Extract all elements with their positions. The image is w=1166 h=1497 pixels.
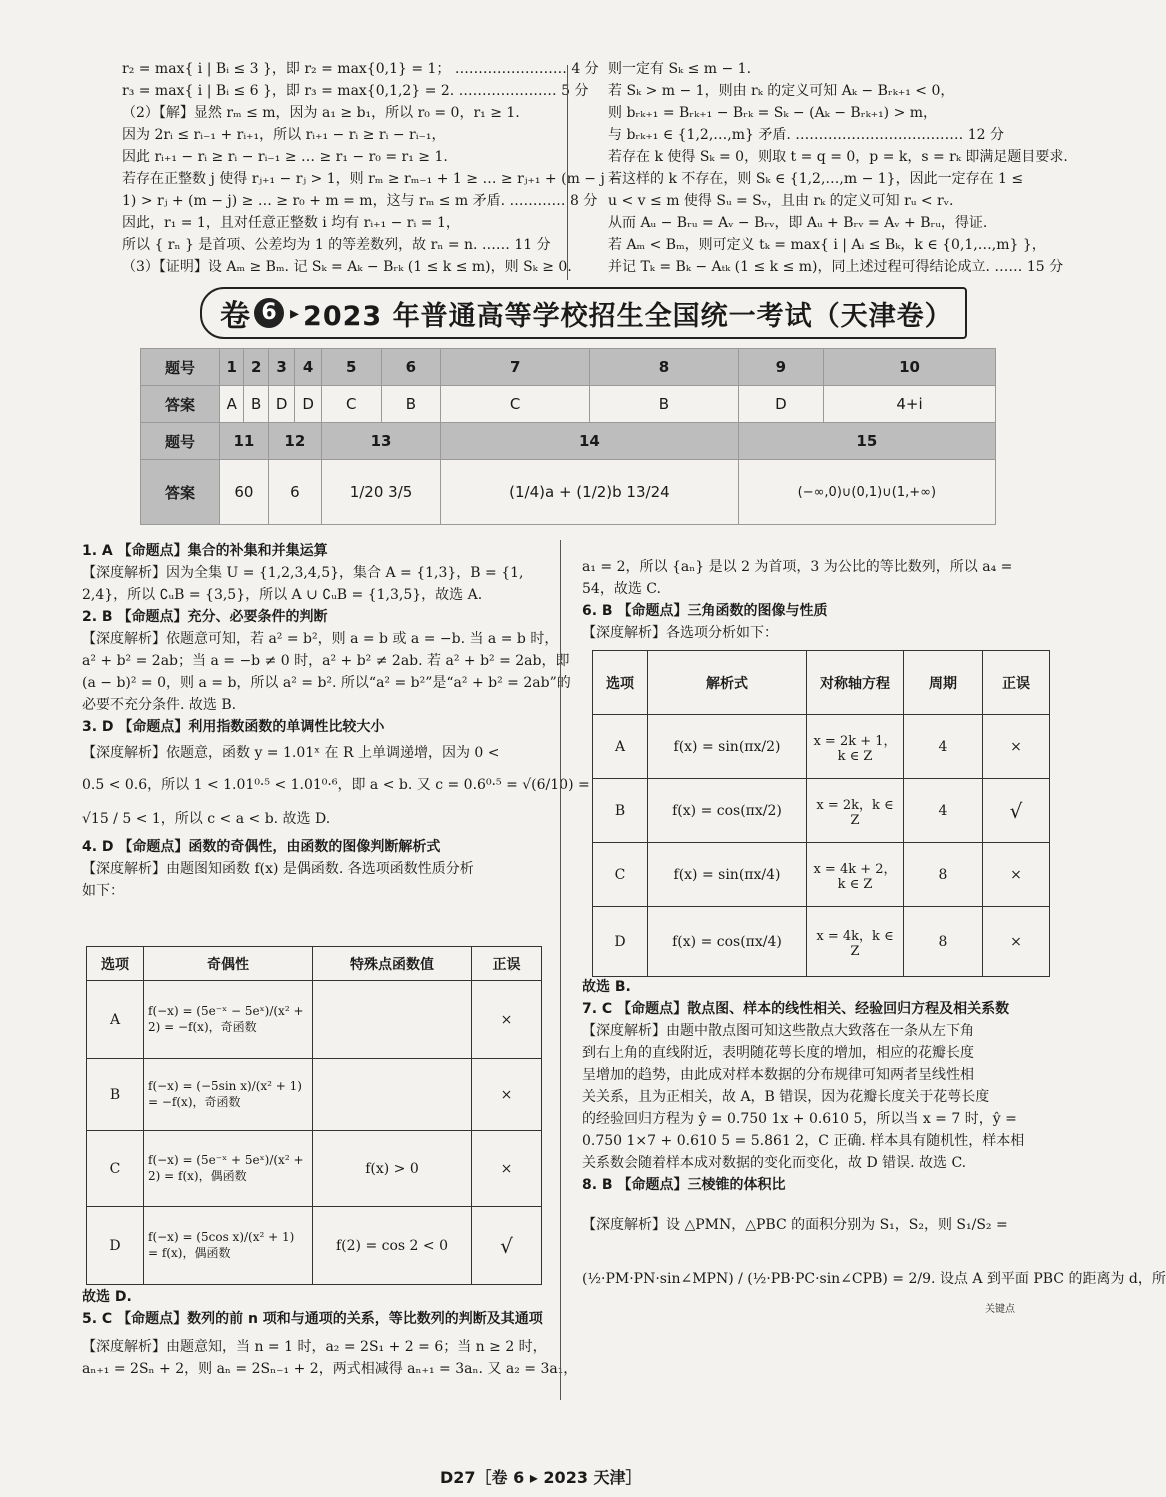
- table-cell: x = 2k + 1，k ∈ Z: [807, 715, 904, 779]
- table-cell: A: [87, 981, 144, 1059]
- text-line: 0.750 1×7 + 0.610 5 = 5.861 2，C 正确. 样本具有随机性，样本相: [582, 1133, 1025, 1149]
- table-cell: √: [472, 1207, 542, 1285]
- text-line: 【深度解析】设 △PMN，△PBC 的面积分别为 S₁，S₂，则 S₁/S₂ =: [582, 1217, 1008, 1233]
- question-cell: 11: [220, 423, 269, 460]
- header-cell: 答案: [141, 386, 220, 423]
- table-row: [593, 907, 1050, 977]
- question-cell: 3: [268, 349, 294, 386]
- question-cell: 7: [441, 349, 590, 386]
- text-line: 【深度解析】由题图知函数 f(x) 是偶函数. 各选项函数性质分析: [82, 861, 474, 877]
- text-line: 的经验回归方程为 ŷ = 0.750 1x + 0.610 5，所以当 x = 7 时，ŷ =: [582, 1111, 1017, 1127]
- text-line: 所以 { rₙ } 是首项、公差均为 1 的等差数列，故 rₙ = n. …… 11 分: [122, 237, 551, 253]
- section-header: [200, 287, 967, 339]
- q4-title: 4. D 【命题点】函数的奇偶性，由函数的图像判断解析式: [82, 839, 441, 855]
- q2-title: 2. B 【命题点】充分、必要条件的判断: [82, 609, 328, 625]
- table-cell: C: [593, 843, 648, 907]
- q6-title: 6. B 【命题点】三角函数的图像与性质: [582, 603, 828, 619]
- question-cell: 15: [738, 423, 995, 460]
- paper-number: 6: [254, 298, 284, 328]
- table-cell: f(−x) = (−5sin x)/(x² + 1) = −f(x)，奇函数: [144, 1059, 313, 1131]
- question-cell: 6: [381, 349, 441, 386]
- left-solutions-lower: [82, 1286, 578, 1380]
- text-line: 必要不充分条件. 故选 B.: [82, 697, 237, 713]
- q4-table: [86, 946, 542, 1285]
- text-line: 与 bᵣₖ₊₁ ∈ {1,2,…,m} 矛盾. ……………………………… 12 分: [608, 127, 1004, 143]
- text-line: 呈增加的趋势，由此成对样本数据的分布规律可知两者呈线性相: [582, 1067, 974, 1083]
- q5-title: 5. C 【命题点】数列的前 n 项和与通项的关系，等比数列的判断及其通项: [82, 1311, 543, 1327]
- text-line: 因此 rᵢ₊₁ − rᵢ ≥ rᵢ − rᵢ₋₁ ≥ … ≥ r₁ − r₀ = r₁ ≥ 1.: [122, 149, 448, 165]
- question-cell: 9: [738, 349, 823, 386]
- text-line: 并记 Tₖ = Bₖ − Aₜₖ (1 ≤ k ≤ m)，同上述过程可得结论成立. …… 15 分: [608, 259, 1064, 275]
- table-cell: 4: [904, 715, 983, 779]
- table-header: 选项: [593, 651, 648, 715]
- answer-cell: C: [441, 386, 590, 423]
- table-cell: [313, 1059, 472, 1131]
- table-header: 正误: [472, 947, 542, 981]
- table-cell: √: [983, 779, 1050, 843]
- question-cell: 1: [220, 349, 244, 386]
- table-cell: x = 2k，k ∈ Z: [807, 779, 904, 843]
- table-row: [593, 843, 1050, 907]
- table-row: [87, 1207, 542, 1285]
- table-cell: f(−x) = (5cos x)/(x² + 1) = f(x)，偶函数: [144, 1207, 313, 1285]
- table-cell: C: [87, 1131, 144, 1207]
- table-header: 正误: [983, 651, 1050, 715]
- question-cell: 10: [824, 349, 996, 386]
- table-cell: [313, 981, 472, 1059]
- text-line: 2,4}，所以 ∁ᵤB = {3,5}，所以 A ∪ ∁ᵤB = {1,3,5}，故选 A.: [82, 587, 483, 603]
- answer-row: [141, 386, 996, 423]
- text-line: u < v ≤ m 使得 Sᵤ = Sᵥ，且由 rₖ 的定义可知 rᵤ < rᵥ.: [608, 193, 954, 209]
- q3-title: 3. D 【命题点】利用指数函数的单调性比较大小: [82, 719, 385, 735]
- top-left-column: [122, 58, 621, 278]
- answer-cell: (1/4)a + (1/2)b 13/24: [441, 460, 738, 525]
- text-line: 若这样的 k 不存在，则 Sₖ ∈ {1,2,…,m − 1}，因此一定存在 1 ≤: [608, 171, 1024, 187]
- arrow-icon: ▸: [290, 302, 300, 324]
- text-line: 54，故选 C.: [582, 581, 661, 597]
- text-line: 1) > rⱼ + (m − j) ≥ … ≥ r₀ + m = m，这与 rₘ ≤ m 矛盾. ………… 8 分: [122, 193, 598, 209]
- table-header: 特殊点函数值: [313, 947, 472, 981]
- text-line: a₁ = 2，所以 {aₙ} 是以 2 为首项，3 为公比的等比数列，所以 a₄ =: [582, 559, 1013, 575]
- answer-row: [141, 460, 996, 525]
- table-cell: f(2) = cos 2 < 0: [313, 1207, 472, 1285]
- answer-cell: 60: [220, 460, 269, 525]
- text-line: aₙ₊₁ = 2Sₙ + 2，则 aₙ = 2Sₙ₋₁ + 2，两式相减得 aₙ₊₁ = 3aₙ. 又 a₂ = 3a₁，: [82, 1361, 578, 1377]
- text-line: 【深度解析】因为全集 U = {1,2,3,4,5}，集合 A = {1,3}，B = {1,: [82, 565, 524, 581]
- column-divider: [567, 65, 568, 280]
- text-line: 从而 Aᵤ − Bᵣᵤ = Aᵥ − Bᵣᵥ，即 Aᵤ + Bᵣᵥ = Aᵥ + Bᵣᵤ，得证.: [608, 215, 988, 231]
- question-row: [141, 423, 996, 460]
- answer-table: [140, 348, 996, 525]
- text-line: 【深度解析】由题意知，当 n = 1 时，a₂ = 2S₁ + 2 = 6；当 n ≥ 2 时，: [82, 1339, 547, 1355]
- question-cell: 14: [441, 423, 738, 460]
- text-line: r₃ = max{ i | Bᵢ ≤ 6 }，即 r₃ = max{0,1,2} = 2. ………………… 5 分: [122, 83, 589, 99]
- text-line: （2）【解】显然 rₘ ≤ m，因为 a₁ ≥ b₁，所以 r₀ = 0，r₁ ≥ 1.: [122, 105, 520, 121]
- text-line: 因为 2rᵢ ≤ rᵢ₋₁ + rᵢ₊₁，所以 rᵢ₊₁ − rᵢ ≥ rᵢ − rᵢ₋₁，: [122, 127, 446, 143]
- text-line: a² + b² = 2ab；当 a = −b ≠ 0 时，a² + b² ≠ 2ab. 若 a² + b² = 2ab，即: [82, 653, 570, 669]
- text-line: 如下：: [82, 883, 124, 899]
- table-header: 对称轴方程: [807, 651, 904, 715]
- text-line: 【深度解析】由题中散点图可知这些散点大致落在一条从左下角: [582, 1023, 974, 1039]
- table-cell: B: [593, 779, 648, 843]
- table-cell: ×: [472, 981, 542, 1059]
- text-line: 【深度解析】各选项分析如下：: [582, 625, 778, 641]
- table-cell: ×: [472, 1131, 542, 1207]
- table-cell: f(−x) = (5e⁻ˣ + 5eˣ)/(x² + 2) = f(x)，偶函数: [144, 1131, 313, 1207]
- table-cell: f(x) = sin(πx/4): [648, 843, 807, 907]
- text-line: 则 bᵣₖ₊₁ = Bᵣₖ₊₁ − Bᵣₖ = Sₖ − (Aₖ − Bᵣₖ₊₁) > m，: [608, 105, 938, 121]
- table-row: [87, 1131, 542, 1207]
- table-header: 周期: [904, 651, 983, 715]
- text-line: 若 Aₘ < Bₘ，则可定义 tₖ = max{ i | Aᵢ ≤ Bₖ，k ∈ {0,1,…,m} }，: [608, 237, 1046, 253]
- header-cell: 题号: [141, 349, 220, 386]
- table-cell: ×: [983, 843, 1050, 907]
- header-cell: 题号: [141, 423, 220, 460]
- table-cell: B: [87, 1059, 144, 1131]
- table-cell: 4: [904, 779, 983, 843]
- question-cell: 12: [268, 423, 321, 460]
- question-cell: 4: [295, 349, 321, 386]
- q1-title: 1. A 【命题点】集合的补集和并集运算: [82, 543, 328, 559]
- table-cell: f(x) = cos(πx/4): [648, 907, 807, 977]
- table-cell: 8: [904, 907, 983, 977]
- table-cell: f(−x) = (5e⁻ˣ − 5eˣ)/(x² + 2) = −f(x)，奇函数: [144, 981, 313, 1059]
- text-line: √15 / 5 < 1，所以 c < a < b. 故选 D.: [82, 811, 331, 827]
- question-cell: 2: [244, 349, 268, 386]
- answer-cell: B: [381, 386, 441, 423]
- question-row: [141, 349, 996, 386]
- question-cell: 5: [321, 349, 381, 386]
- question-cell: 8: [590, 349, 739, 386]
- text-line: 0.5 < 0.6，所以 1 < 1.01⁰·⁵ < 1.01⁰·⁶，即 a < b. 又 c = 0.6⁰·⁵ = √(6/10) =: [82, 777, 590, 793]
- juan-label: 卷: [220, 299, 250, 334]
- table-header: 解析式: [648, 651, 807, 715]
- table-cell: f(x) > 0: [313, 1131, 472, 1207]
- right-solutions-lower: [582, 976, 1166, 1294]
- table-cell: D: [87, 1207, 144, 1285]
- q6-end: 故选 B.: [582, 979, 631, 995]
- q6-table: [592, 650, 1050, 977]
- table-row: [593, 715, 1050, 779]
- header-cell: 答案: [141, 460, 220, 525]
- right-solutions: [582, 556, 1052, 644]
- table-cell: x = 4k + 2，k ∈ Z: [807, 843, 904, 907]
- q7-title: 7. C 【命题点】散点图、样本的线性相关、经验回归方程及相关系数: [582, 1001, 1010, 1017]
- text-line: 则一定有 Sₖ ≤ m − 1.: [608, 61, 752, 77]
- answer-cell: D: [738, 386, 823, 423]
- table-cell: A: [593, 715, 648, 779]
- text-line: （3）【证明】设 Aₘ ≥ Bₘ. 记 Sₖ = Aₖ − Bᵣₖ (1 ≤ k ≤ m)，则 Sₖ ≥ 0.: [122, 259, 572, 275]
- column-divider: [560, 540, 561, 1400]
- answer-cell: 1/20 3/5: [321, 460, 440, 525]
- paper-title: 2023 年普通高等学校招生全国统一考试（天津卷）: [303, 300, 953, 332]
- answer-cell: 6: [268, 460, 321, 525]
- text-line: 到右上角的直线附近，表明随花萼长度的增加，相应的花瓣长度: [582, 1045, 974, 1061]
- table-cell: x = 4k，k ∈ Z: [807, 907, 904, 977]
- table-row: [87, 1059, 542, 1131]
- text-line: (a − b)² = 0，则 a = b，所以 a² = b². 所以“a² = b²”是“a² + b² = 2ab”的: [82, 675, 571, 691]
- corner-mark: 关键点: [985, 1304, 1015, 1315]
- answer-cell: D: [295, 386, 321, 423]
- answer-cell: B: [590, 386, 739, 423]
- page-footer: D27［卷 6 ▸ 2023 天津］: [440, 1468, 642, 1487]
- table-cell: 8: [904, 843, 983, 907]
- text-line: 因此，r₁ = 1，且对任意正整数 i 均有 rᵢ₊₁ − rᵢ = 1，: [122, 215, 460, 231]
- answer-cell: C: [321, 386, 381, 423]
- text-line: 若存在 k 使得 Sₖ = 0，则取 t = q = 0，p = k，s = rₖ 即满足题目要求.: [608, 149, 1068, 165]
- table-cell: f(x) = cos(πx/2): [648, 779, 807, 843]
- q4-end: 故选 D.: [82, 1289, 132, 1305]
- table-cell: ×: [983, 715, 1050, 779]
- text-line: 【深度解析】依题意，函数 y = 1.01ˣ 在 R 上单调递增，因为 0 <: [82, 745, 500, 761]
- table-cell: ×: [472, 1059, 542, 1131]
- left-solutions: [82, 540, 590, 902]
- top-right-column: [608, 58, 1068, 278]
- answer-cell: A: [220, 386, 244, 423]
- answer-cell: (−∞,0)∪(0,1)∪(1,+∞): [738, 460, 995, 525]
- text-line: 若存在正整数 j 使得 rⱼ₊₁ − rⱼ > 1，则 rₘ ≥ rₘ₋₁ + 1 ≥ … ≥ rⱼ₊₁ + (m − j −: [122, 171, 621, 187]
- table-header: 奇偶性: [144, 947, 313, 981]
- question-cell: 13: [321, 423, 440, 460]
- answer-cell: D: [268, 386, 294, 423]
- text-line: 关系数会随着样本成对数据的变化而变化，故 D 错误. 故选 C.: [582, 1155, 967, 1171]
- table-row: [593, 779, 1050, 843]
- text-line: (½·PM·PN·sin∠MPN) / (½·PB·PC·sin∠CPB) = 2/9. 设点 A 到平面 PBC 的距离为 d，所: [582, 1271, 1166, 1287]
- text-line: r₂ = max{ i | Bᵢ ≤ 3 }，即 r₂ = max{0,1} = 1； …………………… 4 分: [122, 61, 599, 77]
- table-cell: f(x) = sin(πx/2): [648, 715, 807, 779]
- text-line: 若 Sₖ > m − 1，则由 rₖ 的定义可知 Aₖ − Bᵣₖ₊₁ < 0，: [608, 83, 955, 99]
- q8-title: 8. B 【命题点】三棱锥的体积比: [582, 1177, 786, 1193]
- answer-cell: B: [244, 386, 268, 423]
- text-line: 【深度解析】依题意可知，若 a² = b²，则 a = b 或 a = −b. 当 a = b 时，: [82, 631, 559, 647]
- table-row: [87, 981, 542, 1059]
- answer-cell: 4+i: [824, 386, 996, 423]
- text-line: 关关系，且为正相关，故 A，B 错误，因为花瓣长度关于花萼长度: [582, 1089, 990, 1105]
- table-header: 选项: [87, 947, 144, 981]
- table-cell: D: [593, 907, 648, 977]
- table-cell: ×: [983, 907, 1050, 977]
